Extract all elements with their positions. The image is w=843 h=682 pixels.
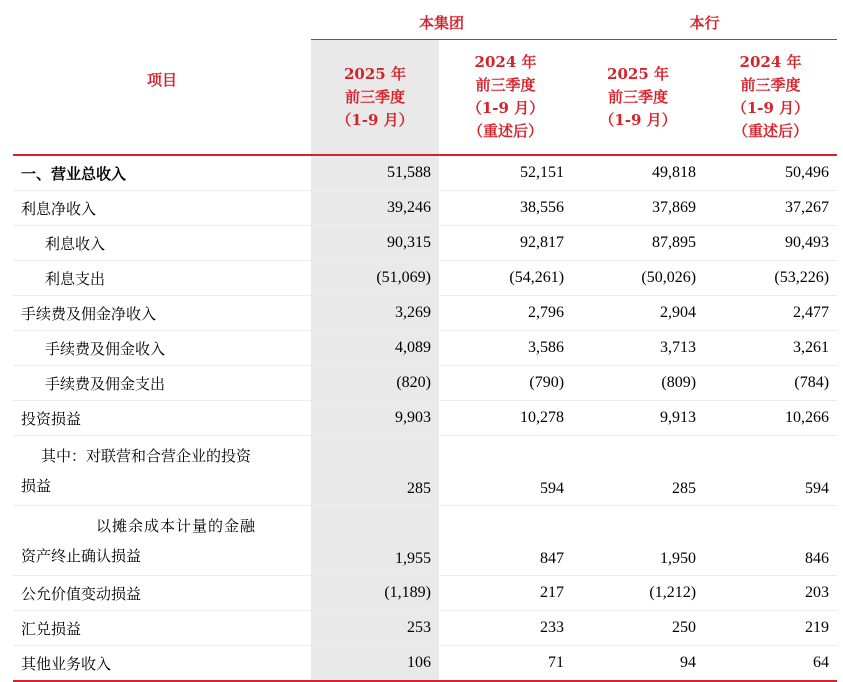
cell-value: 39,246: [311, 191, 439, 226]
cell-value: 90,315: [311, 226, 439, 261]
cell-value: 253: [311, 611, 439, 646]
cell-value: 9,903: [311, 401, 439, 436]
row-label: 汇兑损益: [13, 611, 311, 646]
cell-value: (1,189): [311, 576, 439, 611]
cell-value: 92,817: [439, 226, 572, 261]
table-row: [13, 576, 837, 611]
row-label: 手续费及佣金收入: [13, 331, 311, 366]
group-2025-header: 2025 年 前三季度 （1-9 月）: [311, 40, 439, 156]
cell-value: 2,796: [439, 296, 572, 331]
cell-value: (784): [704, 366, 837, 401]
cell-value: 51,588: [311, 155, 439, 191]
row-label: 一、营业总收入: [13, 155, 311, 191]
cell-value: 106: [311, 646, 439, 682]
cell-value: (790): [439, 366, 572, 401]
row-label: 投资损益: [13, 401, 311, 436]
cell-value: 90,493: [704, 226, 837, 261]
table-row: [13, 261, 837, 296]
cell-value: (51,069): [311, 261, 439, 296]
cell-value: 846: [704, 506, 837, 576]
cell-value: (1,212): [572, 576, 704, 611]
cell-value: 87,895: [572, 226, 704, 261]
table-row: [13, 506, 837, 576]
cell-value: 594: [704, 436, 837, 506]
cell-value: 52,151: [439, 155, 572, 191]
cell-value: (53,226): [704, 261, 837, 296]
cell-value: 10,266: [704, 401, 837, 436]
cell-value: 594: [439, 436, 572, 506]
income-statement-table: [13, 7, 837, 682]
table-row: [13, 296, 837, 331]
bank-header: 本行: [572, 7, 837, 40]
row-label: 利息净收入: [13, 191, 311, 226]
cell-value: 71: [439, 646, 572, 682]
cell-value: 10,278: [439, 401, 572, 436]
cell-value: 64: [704, 646, 837, 682]
cell-value: 37,267: [704, 191, 837, 226]
table-row: [13, 331, 837, 366]
cell-value: (54,261): [439, 261, 572, 296]
cell-value: 285: [572, 436, 704, 506]
table-row: [13, 155, 837, 191]
row-label: 以摊余成本计量的金融 资产终止确认损益: [13, 506, 311, 576]
cell-value: 250: [572, 611, 704, 646]
row-label: 其中：对联营和合营企业的投资 损益: [13, 436, 311, 506]
cell-value: 50,496: [704, 155, 837, 191]
table-row: [13, 611, 837, 646]
cell-value: 2,477: [704, 296, 837, 331]
cell-value: 1,950: [572, 506, 704, 576]
cell-value: 3,586: [439, 331, 572, 366]
cell-value: 3,713: [572, 331, 704, 366]
group-2024-header: 2024 年 前三季度 （1-9 月） （重述后）: [439, 40, 572, 156]
cell-value: 203: [704, 576, 837, 611]
cell-value: 37,869: [572, 191, 704, 226]
table-row: [13, 366, 837, 401]
cell-value: 3,269: [311, 296, 439, 331]
table-row: [13, 646, 837, 682]
cell-value: 38,556: [439, 191, 572, 226]
cell-value: 4,089: [311, 331, 439, 366]
group-header: 本集团: [311, 7, 572, 40]
cell-value: 1,955: [311, 506, 439, 576]
table-row: [13, 436, 837, 506]
cell-value: 217: [439, 576, 572, 611]
cell-value: 9,913: [572, 401, 704, 436]
cell-value: 94: [572, 646, 704, 682]
row-label: 手续费及佣金支出: [13, 366, 311, 401]
row-label: 利息收入: [13, 226, 311, 261]
cell-value: 3,261: [704, 331, 837, 366]
cell-value: (50,026): [572, 261, 704, 296]
header-group-row: [13, 7, 837, 40]
cell-value: 2,904: [572, 296, 704, 331]
row-label: 手续费及佣金净收入: [13, 296, 311, 331]
cell-value: 285: [311, 436, 439, 506]
item-column-header: 项目: [13, 7, 311, 155]
table-row: [13, 401, 837, 436]
cell-value: (809): [572, 366, 704, 401]
cell-value: 219: [704, 611, 837, 646]
row-label: 其他业务收入: [13, 646, 311, 682]
cell-value: 847: [439, 506, 572, 576]
cell-value: (820): [311, 366, 439, 401]
row-label: 公允价值变动损益: [13, 576, 311, 611]
bank-2025-header: 2025 年 前三季度 （1-9 月）: [572, 40, 704, 156]
row-label: 利息支出: [13, 261, 311, 296]
bank-2024-header: 2024 年 前三季度 （1-9 月） （重述后）: [704, 40, 837, 156]
table-row: [13, 191, 837, 226]
cell-value: 233: [439, 611, 572, 646]
table-row: [13, 226, 837, 261]
cell-value: 49,818: [572, 155, 704, 191]
